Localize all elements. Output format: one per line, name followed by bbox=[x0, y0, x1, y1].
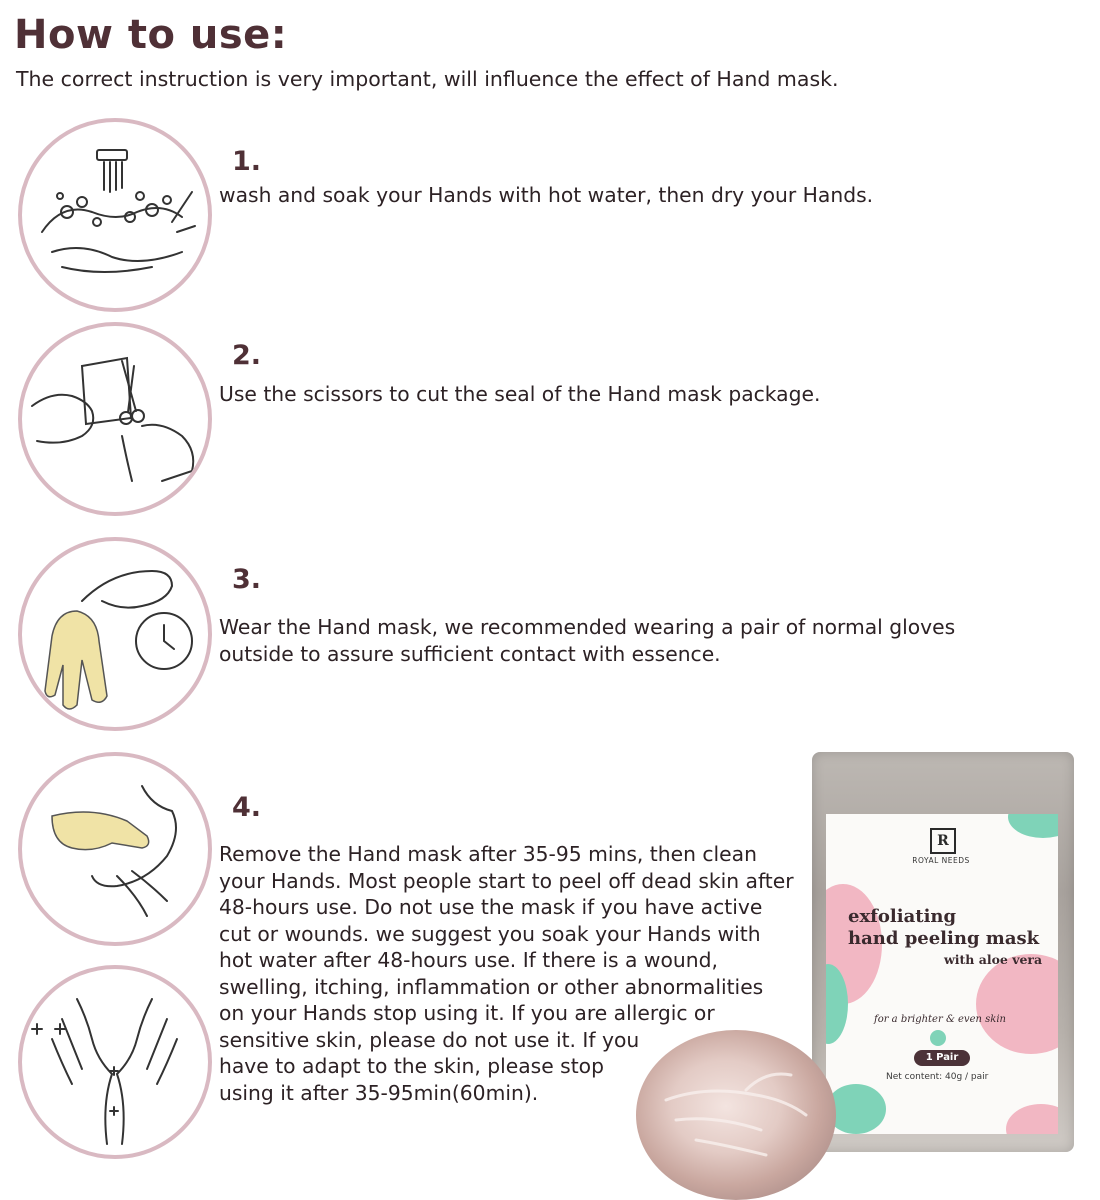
step-4-line: swelling, itching, inflammation or other abnormalities bbox=[219, 974, 764, 999]
step-3-number: 3. bbox=[232, 564, 262, 595]
mint-dot bbox=[930, 1030, 946, 1046]
hand-washing-icon bbox=[18, 118, 212, 312]
step-4-number: 4. bbox=[232, 792, 262, 823]
step-1-text bbox=[219, 182, 873, 209]
product-name-line2: hand peeling mask bbox=[848, 928, 1040, 949]
brand-name: ROYAL NEEDS bbox=[912, 856, 970, 865]
step-2-number: 2. bbox=[232, 340, 262, 371]
step-3-line: outside to assure sufficient contact with essence. bbox=[219, 641, 721, 666]
product-name-line1: exfoliating bbox=[848, 906, 957, 927]
step-1-number: 1. bbox=[232, 146, 262, 177]
removing-glove-icon bbox=[18, 752, 212, 946]
product-package bbox=[812, 752, 1076, 1156]
scissors-cutting-package-icon bbox=[18, 322, 212, 516]
step-4-line: using it after 35-95min(60min). bbox=[219, 1080, 539, 1105]
pink-blob bbox=[1006, 1104, 1058, 1134]
pair-badge: 1 Pair bbox=[914, 1050, 970, 1066]
page-title: How to use: bbox=[14, 12, 288, 58]
step-4-line: your Hands. Most people start to peel off dead skin after bbox=[219, 868, 794, 893]
product-label bbox=[826, 814, 1058, 1134]
smooth-hands-sparkle-icon bbox=[18, 965, 212, 1159]
product-name-line3: with aloe vera bbox=[944, 952, 1043, 967]
step-4-line: 48-hours use. Do not use the mask if you have active bbox=[219, 895, 763, 919]
net-content: Net content: 40g / pair bbox=[886, 1072, 989, 1082]
step-4-line: on your Hands stop using it. If you are allergic or bbox=[219, 1001, 715, 1025]
step-2-line: Use the scissors to cut the seal of the Hand mask package. bbox=[219, 382, 821, 406]
mint-blob bbox=[1008, 814, 1058, 838]
step-1-line: wash and soak your Hands with hot water, then dry your Hands. bbox=[219, 183, 874, 207]
brand-logo: R bbox=[930, 828, 956, 854]
step-4-line: hot water after 48-hours use. If there is a wound, bbox=[219, 948, 718, 972]
pink-blob bbox=[976, 954, 1058, 1054]
wearing-glove-clock-icon bbox=[18, 537, 212, 731]
step-4-line: sensitive skin, please do not use it. If you bbox=[219, 1027, 640, 1052]
step-3-text bbox=[219, 614, 955, 667]
gloved-hand-photo bbox=[636, 1030, 836, 1200]
step-4-line: Remove the Hand mask after 35-95 mins, then clean bbox=[219, 842, 757, 866]
page-subtitle: The correct instruction is very important, will influence the effect of Hand mask. bbox=[16, 67, 839, 91]
product-tagline: for a brighter & even skin bbox=[874, 1014, 1006, 1025]
step-4-line: have to adapt to the skin, please stop bbox=[219, 1054, 604, 1078]
step-3-line: Wear the Hand mask, we recommended wearing a pair of normal gloves bbox=[219, 615, 956, 639]
step-4-line: cut or wounds. we suggest you soak your Hands with bbox=[219, 921, 761, 946]
step-2-text bbox=[219, 381, 820, 408]
